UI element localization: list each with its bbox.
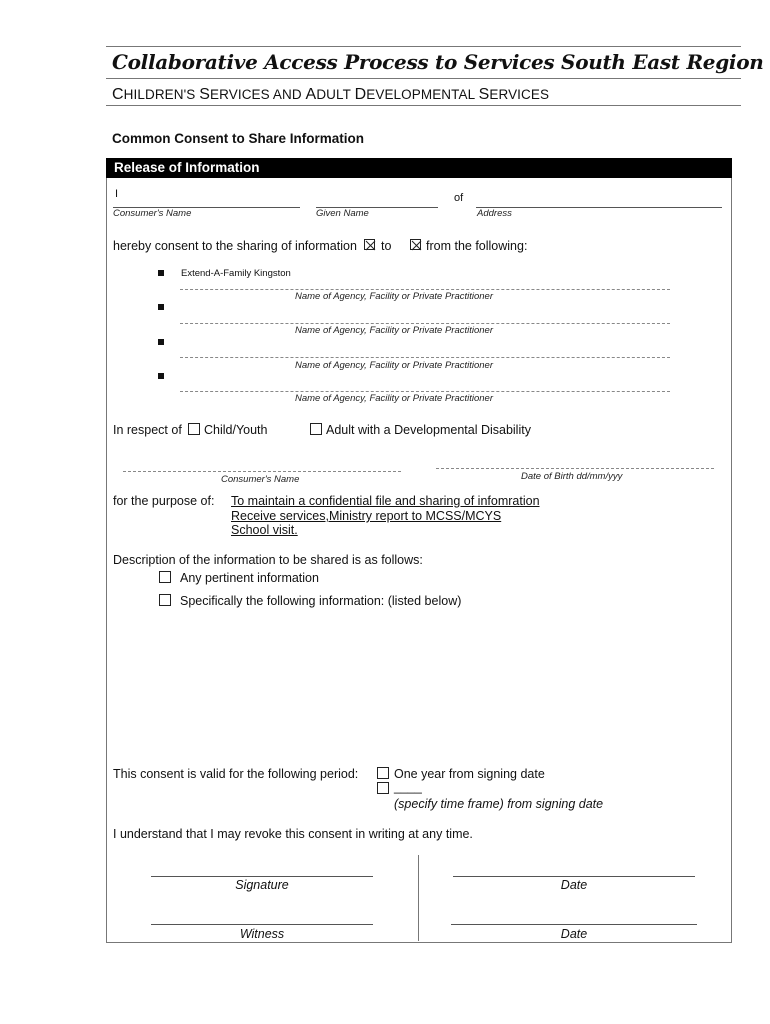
signature-divider: [418, 855, 419, 941]
witness-field[interactable]: [151, 924, 373, 925]
top-rule: [106, 46, 741, 47]
agency-3-caption: Name of Agency, Facility or Private Practitioner: [295, 360, 493, 371]
adult-dd-label: Adult with a Developmental Disability: [326, 423, 531, 437]
agency-1-value: Extend-A-Family Kingston: [181, 268, 291, 279]
child-youth-checkbox[interactable]: [188, 423, 200, 435]
date-2-field[interactable]: [451, 924, 697, 925]
date-2-caption: Date: [560, 927, 588, 941]
section-title: Release of Information: [114, 160, 260, 175]
from-label: from the following:: [426, 239, 528, 253]
date-1-caption: Date: [560, 878, 588, 892]
subtitle-rule: [106, 105, 741, 106]
bullet-icon: [158, 339, 164, 345]
given-name-caption: Given Name: [316, 208, 369, 219]
consumer-name-2-field[interactable]: [123, 471, 401, 472]
child-youth-label: Child/Youth: [204, 423, 268, 437]
bullet-icon: [158, 270, 164, 276]
any-pertinent-label: Any pertinent information: [180, 571, 319, 585]
page-subtitle: CHILDREN'S SERVICES AND ADULT DEVELOPMENTAL SERVICES: [112, 86, 550, 103]
check-x-icon: [411, 240, 422, 251]
respect-label: In respect of: [113, 423, 182, 437]
custom-period-blank[interactable]: ____: [394, 780, 422, 794]
page-title: Collaborative Access Process to Services South East Region: [112, 50, 764, 74]
specific-info-label: Specifically the following information: (listed below): [180, 594, 462, 608]
address-field[interactable]: [476, 207, 722, 208]
agency-4-field[interactable]: [180, 391, 670, 392]
from-checkbox-checked[interactable]: [410, 239, 421, 250]
agency-3-field[interactable]: [180, 357, 670, 358]
dob-caption: Date of Birth dd/mm/yyy: [521, 471, 623, 482]
title-rule: [106, 78, 741, 79]
custom-period-checkbox[interactable]: [377, 782, 389, 794]
one-year-checkbox[interactable]: [377, 767, 389, 779]
agency-2-caption: Name of Agency, Facility or Private Practitioner: [295, 325, 493, 336]
purpose-line-3[interactable]: School visit.: [231, 523, 298, 537]
dob-field[interactable]: [436, 468, 714, 469]
agency-1-caption: Name of Agency, Facility or Private Practitioner: [295, 291, 493, 302]
signature-caption: Signature: [235, 878, 289, 892]
valid-label: This consent is valid for the following period:: [113, 767, 359, 781]
signature-field[interactable]: [151, 876, 373, 877]
agency-1-field[interactable]: [180, 289, 670, 290]
purpose-line-2[interactable]: Receive services,Ministry report to MCSS/MCYS: [231, 509, 502, 523]
specific-info-checkbox[interactable]: [159, 594, 171, 606]
description-label: Description of the information to be shared is as follows:: [113, 553, 423, 567]
section-bar: [106, 158, 732, 178]
of-label: of: [454, 192, 464, 204]
witness-caption: Witness: [239, 927, 285, 941]
consumer-name-caption: Consumer's Name: [113, 208, 192, 219]
to-label: to: [381, 239, 392, 253]
i-label: I: [115, 188, 119, 200]
one-year-label: One year from signing date: [394, 767, 545, 781]
consent-text: hereby consent to the sharing of information: [113, 239, 357, 253]
purpose-line-1[interactable]: To maintain a confidential file and sharing of infomration: [231, 494, 540, 508]
revoke-text: I understand that I may revoke this consent in writing at any time.: [113, 827, 473, 841]
custom-period-caption: (specify time frame) from signing date: [394, 797, 604, 811]
consumer-name-2-caption: Consumer's Name: [221, 474, 300, 485]
bullet-icon: [158, 304, 164, 310]
check-x-icon: [365, 240, 376, 251]
purpose-label: for the purpose of:: [113, 494, 215, 508]
address-caption: Address: [477, 208, 512, 219]
adult-dd-checkbox[interactable]: [310, 423, 322, 435]
consent-checkbox-checked[interactable]: [364, 239, 375, 250]
form-heading: Common Consent to Share Information: [112, 131, 365, 146]
date-1-field[interactable]: [453, 876, 695, 877]
agency-2-field[interactable]: [180, 323, 670, 324]
bullet-icon: [158, 373, 164, 379]
agency-4-caption: Name of Agency, Facility or Private Practitioner: [295, 393, 493, 404]
any-pertinent-checkbox[interactable]: [159, 571, 171, 583]
